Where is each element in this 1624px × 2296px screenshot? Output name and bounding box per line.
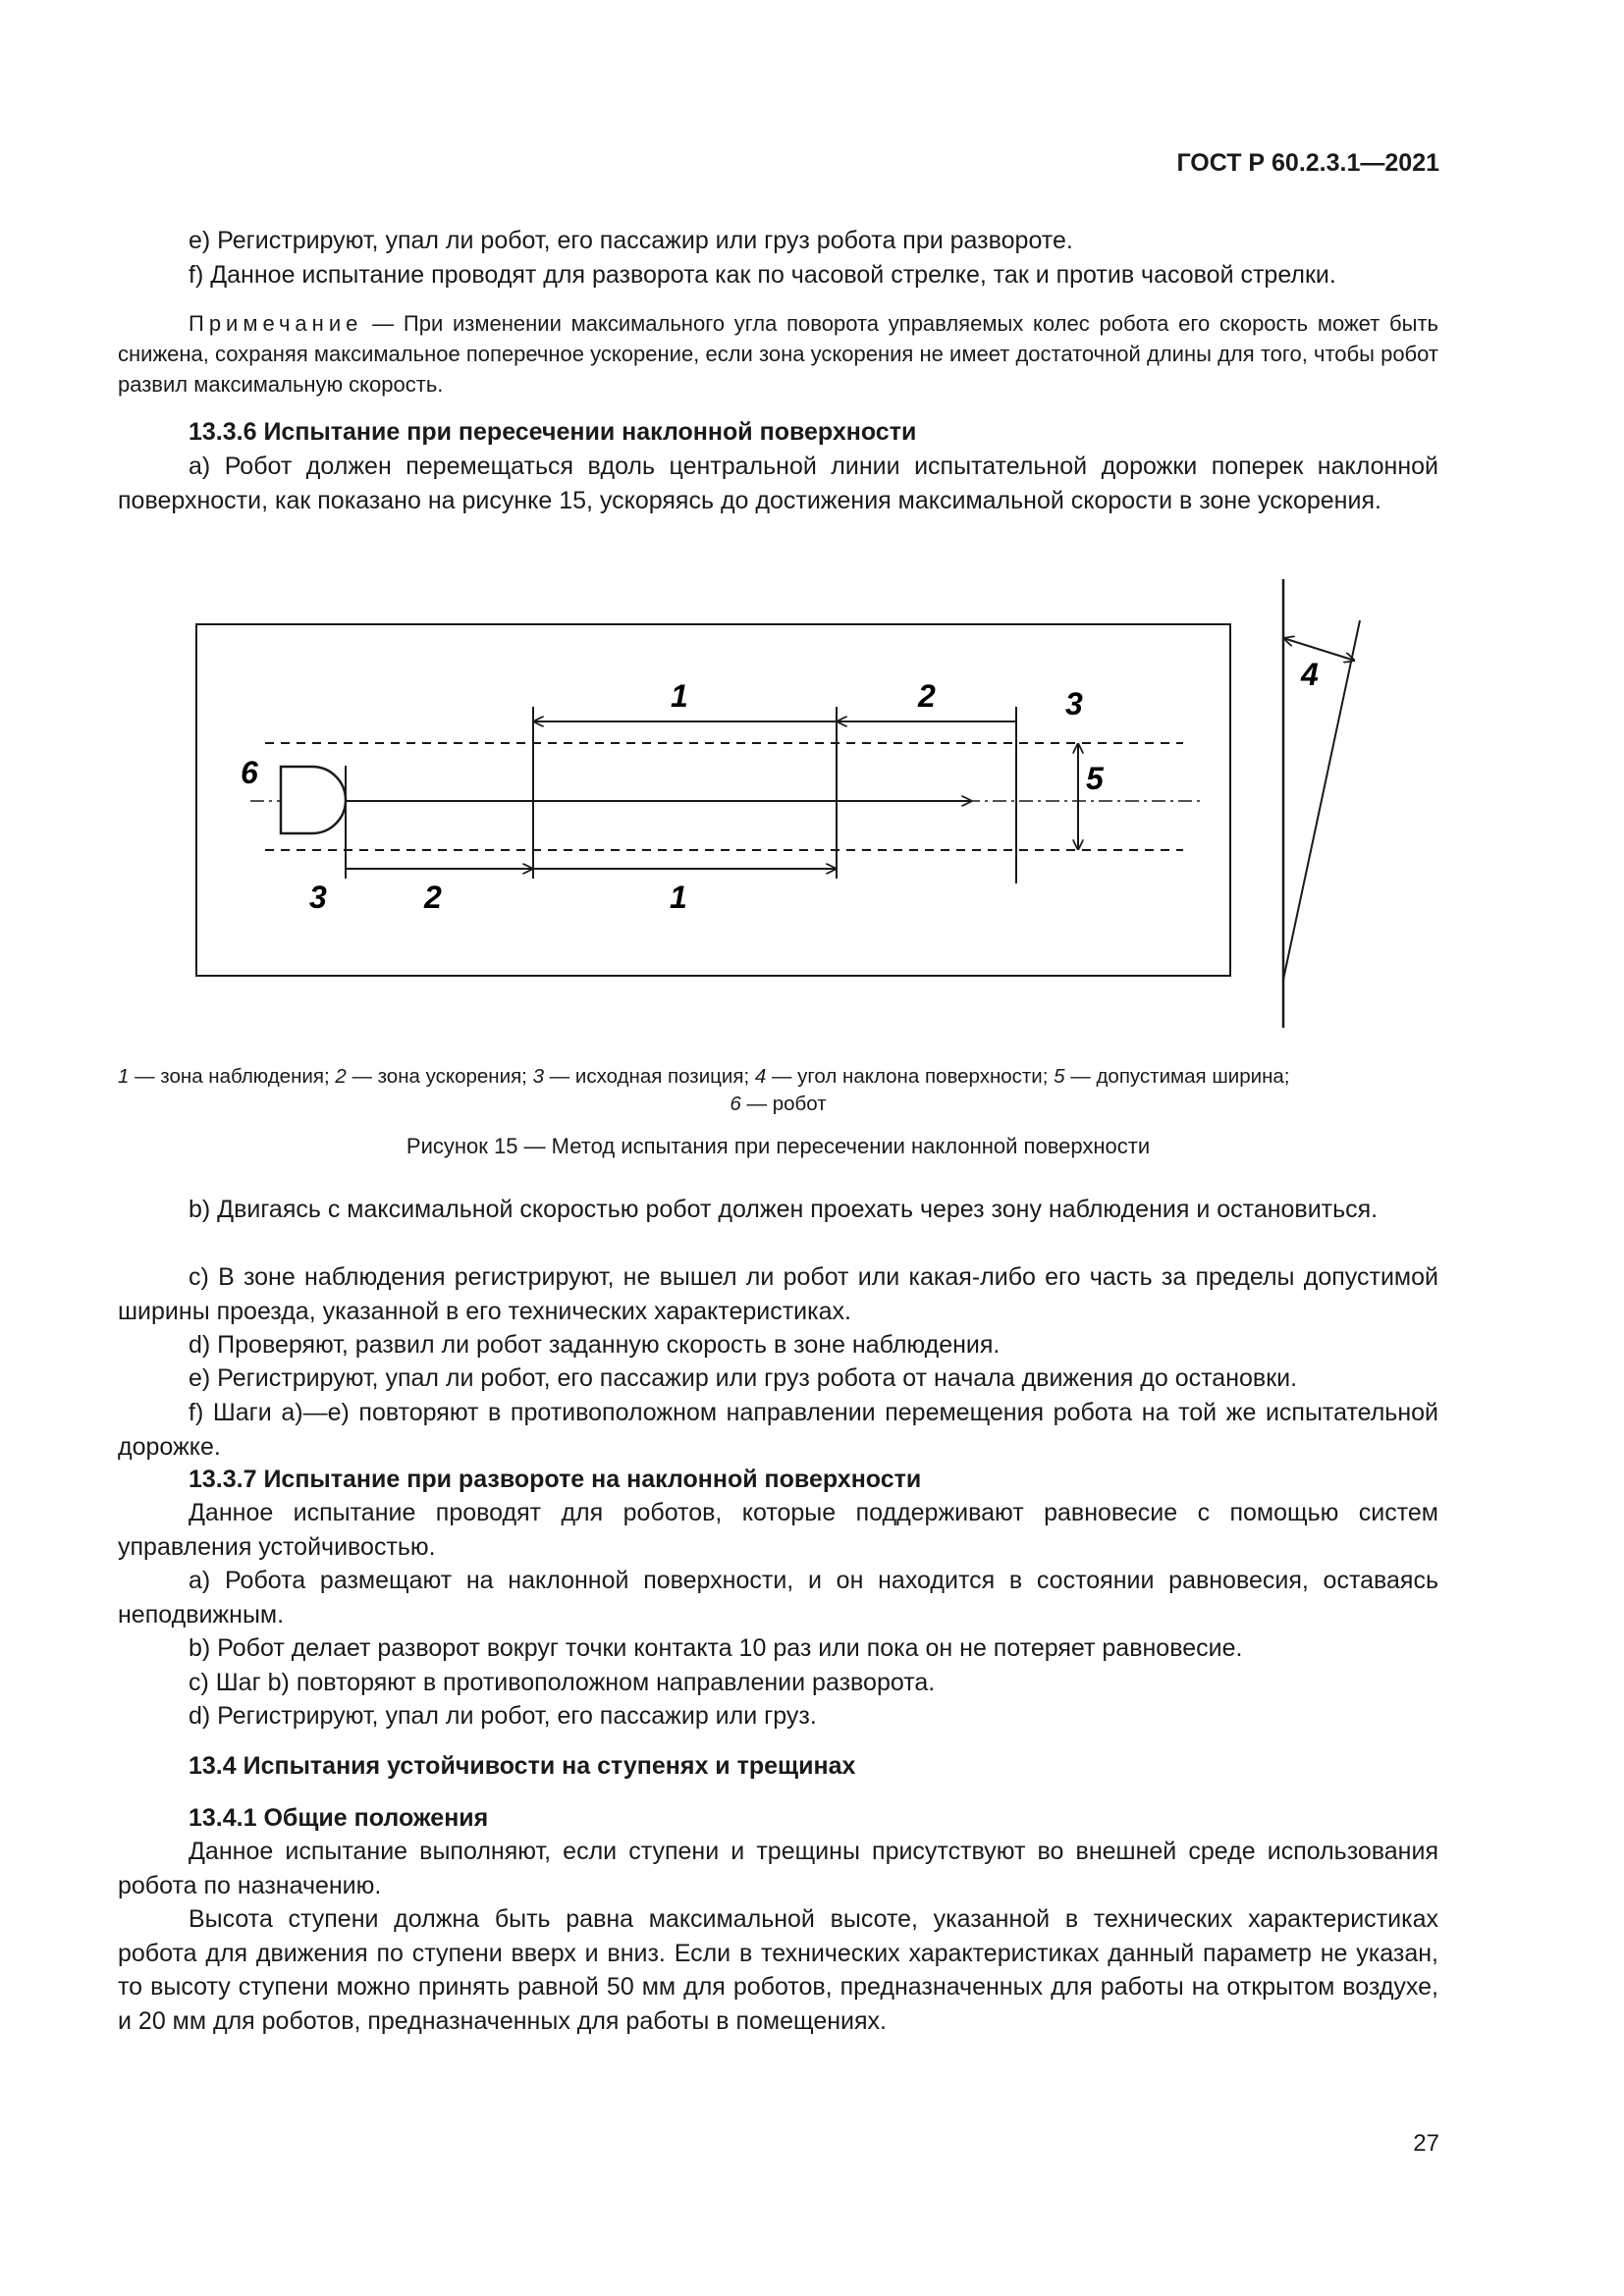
figure-15-diagram <box>0 569 1624 1041</box>
label-robot: 6 <box>241 755 258 790</box>
label-start-position-bottom: 3 <box>309 880 327 915</box>
label-start-position-top: 3 <box>1065 686 1083 721</box>
section-13-4-1-paragraph-1: Данное испытание выполняют, если ступени и трещины присутствуют во внешней среде использования робота по назначению. <box>118 1838 1438 1899</box>
slope-angle-dimension <box>1283 638 1355 661</box>
figure-legend <box>118 1063 1438 1118</box>
section-13-4-1-paragraph-2: Высота ступени должна быть равна максимальной высоте, указанной в технических характеристиках робота для движения по ступени вверх и вниз. Если в технических характеристиках данный параметр не указан, то высоту ступени можно принять равной 50 мм для роботов, предназначенных для работы на открытом воздухе, и 20 мм для роботов, предназначенных для работы в помещениях. <box>118 1905 1438 2035</box>
note <box>118 308 1438 400</box>
note-label: Примечание <box>189 311 363 336</box>
step-f-turn: f) Данное испытание проводят для разворота как по часовой стрелке, так и против часовой стрелки. <box>189 261 1336 289</box>
section-13-3-6-step-e: e) Регистрируют, упал ли робот, его пассажир или груз робота от начала движения до остановки. <box>189 1364 1298 1392</box>
inclined-surface-slope-line <box>1283 620 1360 980</box>
section-13-3-6-step-c: c) В зоне наблюдения регистрируют, не вышел ли робот или какая-либо его часть за пределы допустимой ширины проезда, указанной в его технических характеристиках. <box>118 1263 1438 1325</box>
document-header: ГОСТ Р 60.2.3.1—2021 <box>1176 149 1439 177</box>
section-13-3-7-step-d: d) Регистрируют, упал ли робот, его пассажир или груз. <box>189 1702 817 1730</box>
section-13-3-7-step-a: а) Робота размещают на наклонной поверхности, и он находится в состоянии равновесия, оставаясь неподвижным. <box>118 1567 1438 1629</box>
label-slope-angle: 4 <box>1301 657 1319 692</box>
figure-caption: Рисунок 15 — Метод испытания при пересечении наклонной поверхности <box>406 1134 1151 1158</box>
section-13-3-6-step-b: b) Двигаясь с максимальной скоростью робот должен проехать через зону наблюдения и остановиться. <box>189 1196 1379 1223</box>
section-13-3-6-step-f: f) Шаги а)—e) повторяют в противоположном направлении перемещения робота на той же испытательной дорожке. <box>118 1399 1438 1461</box>
section-13-4-1-title: 13.4.1 Общие положения <box>189 1804 489 1832</box>
label-stopping-zone-top: 2 <box>918 678 936 714</box>
section-13-3-7-intro: Данное испытание проводят для роботов, которые поддерживают равновесие с помощью систем управления устойчивостью. <box>118 1499 1438 1561</box>
section-13-3-6-title: 13.3.6 Испытание при пересечении наклонной поверхности <box>189 418 917 446</box>
section-13-3-6-step-a: а) Робот должен перемещаться вдоль центральной линии испытательной дорожки поперек наклонной поверхности, как показано на рисунке 15, ускоряясь до достижения максимальной скорости в зоне ускорения. <box>118 453 1438 514</box>
section-13-4-title: 13.4 Испытания устойчивости на ступенях и трещинах <box>189 1752 856 1780</box>
robot-shape <box>281 767 346 833</box>
figure-legend-line-2: 6 — робот <box>730 1093 827 1115</box>
label-observation-zone-bottom: 1 <box>670 880 687 915</box>
page-number: 27 <box>1413 2130 1439 2157</box>
label-permissible-width: 5 <box>1086 761 1104 796</box>
section-13-3-6-step-d: d) Проверяют, развил ли робот заданную скорость в зоне наблюдения. <box>189 1331 1001 1359</box>
label-acceleration-zone-bottom: 2 <box>424 880 442 915</box>
section-13-3-7-step-c: c) Шаг b) повторяют в противоположном направлении разворота. <box>189 1669 936 1696</box>
label-observation-zone-top: 1 <box>671 678 688 714</box>
section-13-3-7-step-b: b) Робот делает разворот вокруг точки контакта 10 раз или пока он не потеряет равновесие. <box>189 1634 1243 1662</box>
figure-legend-line-1: 1 — зона наблюдения; 2 — зона ускорения; 3 — исходная позиция; 4 — угол наклона поверхности; 5 — допустимая ширина; <box>118 1065 1290 1088</box>
note-text: — При изменении максимального угла поворота управляемых колес робота его скорость может быть снижена, сохраняя максимальное поперечное ускорение, если зона ускорения не имеет достаточной длины для того, чтобы робот развил максимальную скорость. <box>118 311 1438 397</box>
section-13-3-7-title: 13.3.7 Испытание при развороте на наклонной поверхности <box>189 1466 922 1493</box>
step-e-turn: e) Регистрируют, упал ли робот, его пассажир или груз робота при развороте. <box>189 227 1073 254</box>
